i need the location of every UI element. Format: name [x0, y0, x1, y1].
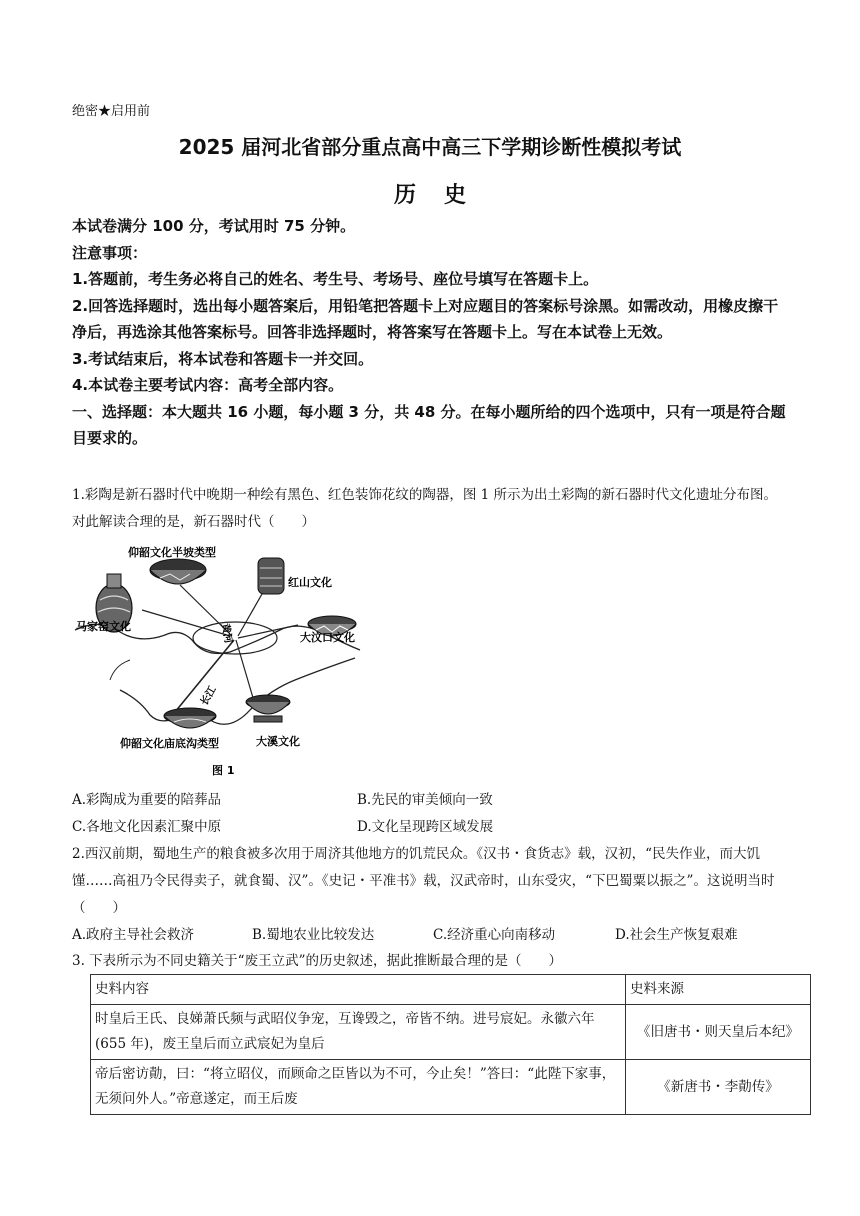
question-3-stem: 3. 下表所示为不同史籍关于“废王立武”的历史叙述，据此推断最合理的是（ ） [72, 953, 562, 969]
label-majiayao: 马家窑文化 [76, 620, 131, 633]
score-line: 本试卷满分 100 分，考试用时 75 分钟。 [72, 217, 356, 235]
note-1: 1.答题前，考生务必将自己的姓名、考生号、考场号、座位号填写在答题卡上。 [72, 270, 599, 288]
note-2: 2.回答选择题时，选出每小题答案后，用铅笔把答题卡上对应题目的答案标号涂黑。如需改动，用橡皮擦干净后，再选涂其他答案标号。回答非选择题时，将答案写在答题卡上。写在本试卷上无效。 [72, 296, 779, 341]
yangtze-river-line [120, 658, 355, 724]
label-banpo: 仰韶文化半坡类型 [128, 546, 216, 559]
table-header-source: 史料来源 [626, 975, 811, 1005]
notes-heading: 注意事项： [72, 243, 148, 262]
figure-caption: 图 1 [212, 764, 235, 777]
confidential-mark: 绝密★启用前 [72, 104, 151, 119]
table-row [91, 1060, 811, 1115]
label-yellow-river: 黄河 [219, 622, 234, 645]
tributary-line [110, 660, 130, 680]
miaodigou-bowl-icon [164, 708, 216, 728]
q1-option-d: D.文化呈现跨区域发展 [357, 819, 494, 835]
note-4: 4.本试卷主要考试内容：高考全部内容。 [72, 376, 344, 394]
question-2-stem: 2.西汉前期，蜀地生产的粮食被多次用于周济其他地方的饥荒民众。《汉书・食货志》载，汉初，“民失作业，而大饥馑……高祖乃令民得卖子，就食蜀、汉”。《史记・平准书》载，汉武帝时，山东受灾，“下巴蜀粟以振之”。这说明当时（ ） [72, 846, 775, 916]
q1-option-c: C.各地文化因素汇聚中原 [72, 819, 222, 835]
label-dawenkou: 大汶口文化 [300, 631, 355, 644]
label-daxi: 大溪文化 [256, 735, 300, 748]
question-1-stem: 1.彩陶是新石器时代中晚期一种绘有黑色、红色装饰花纹的陶器，图 1 所示为出土彩陶的新石器时代文化遗址分布图。对此解读合理的是，新石器时代（ ） [72, 487, 778, 530]
subject-title: 历史 [393, 182, 494, 208]
q2-option-c: C.经济重心向南移动 [433, 927, 556, 943]
exam-title: 2025 届河北省部分重点高中高三下学期诊断性模拟考试 [178, 135, 682, 159]
figure-1-map [70, 540, 370, 780]
label-hongshan: 红山文化 [288, 576, 332, 589]
label-yangtze-river: 长江 [199, 684, 219, 708]
daxi-vessel-icon [246, 695, 290, 722]
instructions [72, 213, 788, 452]
q3-source-table [90, 974, 811, 1115]
q2-option-a: A.政府主导社会救济 [72, 927, 195, 943]
q2-option-b: B.蜀地农业比较发达 [252, 927, 375, 943]
section-1-heading: 一、选择题：本大题共 16 小题，每小题 3 分，共 48 分。在每小题所给的四个选项中，只有一项是符合题目要求的。 [72, 402, 786, 447]
hongshan-vessel-icon [258, 558, 284, 594]
table-header-content: 史料内容 [91, 975, 626, 1005]
banpo-bowl-icon [150, 559, 206, 584]
table-cell-content: 时皇后王氏、良娣萧氏频与武昭仪争宠，互谗毁之，帝皆不纳。进号宸妃。永徽六年(655 年)，废王皇后而立武宸妃为皇后 [91, 1005, 626, 1060]
table-cell-source: 《新唐书・李勣传》 [626, 1060, 811, 1115]
table-cell-content: 帝后密访勣，曰：“将立昭仪，而顾命之臣皆以为不可，今止矣！”答曰：“此陛下家事，无须问外人。”帝意遂定，而王后废 [91, 1060, 626, 1115]
table-header-row [91, 975, 811, 1005]
table-cell-source: 《旧唐书・则天皇后本纪》 [626, 1005, 811, 1060]
q1-option-b: B.先民的审美倾向一致 [357, 792, 493, 808]
label-miaodigou: 仰韶文化庙底沟类型 [120, 737, 219, 750]
table-row [91, 1005, 811, 1060]
q2-option-d: D.社会生产恢复艰难 [615, 927, 738, 943]
note-3: 3.考试结束后，将本试卷和答题卡一并交回。 [72, 349, 374, 368]
q1-option-a: A.彩陶成为重要的陪葬品 [72, 792, 222, 808]
